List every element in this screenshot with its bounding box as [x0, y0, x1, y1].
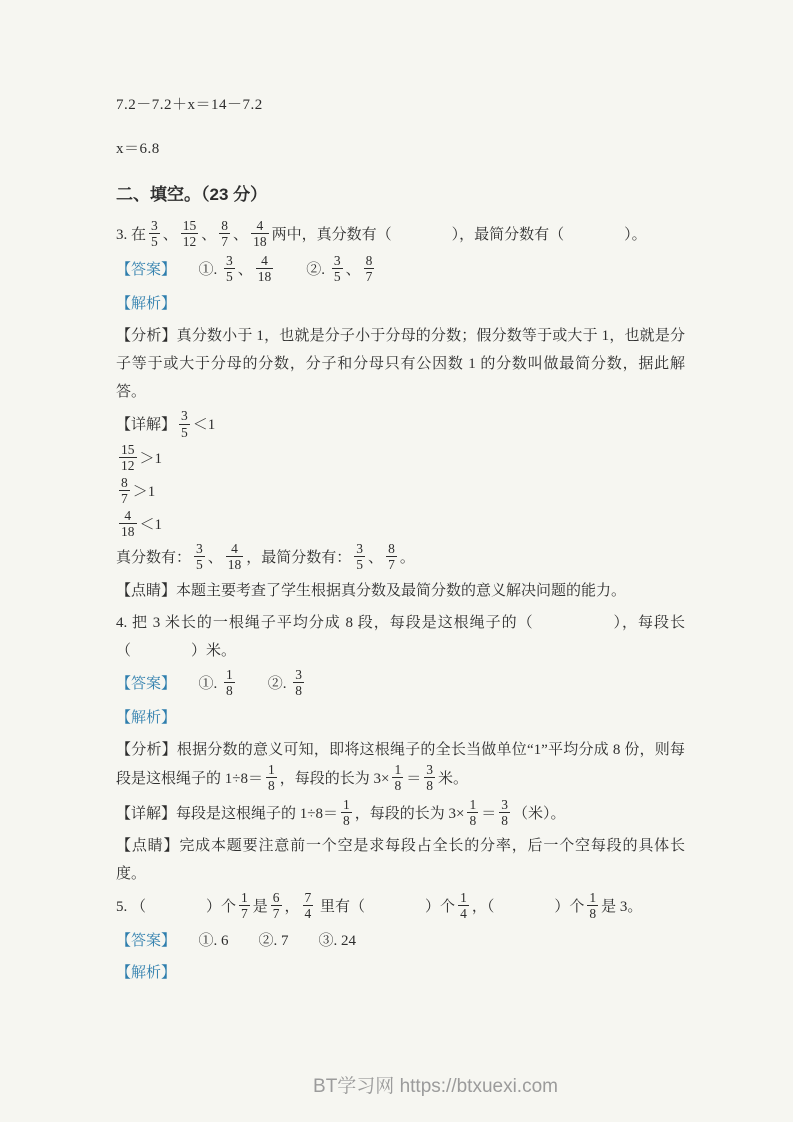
fraction-denominator: 5	[196, 557, 203, 573]
question-4-dianjing	[116, 832, 685, 888]
fraction-denominator: 8	[226, 682, 233, 698]
fraction-numerator: 8	[121, 474, 128, 490]
fraction-denominator: 7	[221, 234, 229, 250]
fraction-numerator: 8	[388, 541, 395, 557]
text-run: ①.	[168, 675, 222, 692]
fraction-denominator: 7	[241, 906, 248, 922]
text-run: ＞1	[132, 483, 156, 500]
fraction-numerator: 6	[272, 890, 280, 906]
fraction-numerator: 4	[261, 253, 268, 269]
text-run: 是	[252, 899, 268, 916]
section-label: 【答案】	[116, 933, 169, 950]
text-run: 【分析】根据分数的意义可知，即将这根绳子的全长当做单位“1”平均分成 8 份，则每段是这根绳子的 1÷8＝	[116, 741, 685, 787]
fraction-numerator: 1	[469, 796, 477, 812]
text-run: ，最简分数有：	[246, 550, 352, 567]
fraction	[293, 667, 304, 698]
text-run: 、	[368, 550, 384, 567]
fraction-denominator: 5	[151, 234, 158, 250]
fraction-numerator: 3	[333, 253, 341, 269]
fraction-numerator: 8	[221, 218, 229, 233]
question-3-answer	[116, 255, 685, 286]
fraction-numerator: 1	[267, 761, 275, 777]
text-run: 、	[162, 227, 178, 244]
text-run: 3. 在	[116, 227, 147, 244]
fraction-denominator: 5	[226, 269, 233, 285]
question-3-step-2	[116, 441, 685, 475]
fraction	[386, 541, 397, 572]
fraction	[226, 541, 244, 572]
fraction-numerator: 8	[365, 253, 373, 269]
fraction-numerator: 1	[342, 796, 350, 812]
section-label: 【答案】	[116, 675, 169, 692]
fraction-denominator: 8	[267, 777, 275, 793]
fraction-denominator: 8	[394, 777, 402, 793]
fraction-numerator: 3	[226, 253, 233, 269]
text-run: （米）。	[512, 806, 566, 823]
fraction	[149, 218, 160, 249]
fraction-numerator: 1	[241, 890, 248, 906]
fraction-numerator: 1	[460, 890, 467, 906]
text-run: ＜1	[192, 417, 216, 434]
text-run: 【详解】	[116, 417, 177, 434]
question-5-answer	[116, 927, 685, 955]
fraction-denominator: 8	[295, 682, 303, 698]
text-run: 【点睛】完成本题要注意前一个空是求每段占全长的分率，后一个空每段的具体长度。	[116, 838, 685, 883]
fraction	[256, 253, 274, 284]
text-run: ＝	[481, 806, 497, 823]
text-run: 【点睛】本题主要考查了学生根据真分数及最简分数的意义解决问题的能力。	[116, 582, 627, 599]
text-run: ，（ ）个	[471, 899, 585, 916]
fraction	[224, 253, 235, 284]
question-4-fenxi	[116, 736, 685, 795]
fraction	[332, 253, 343, 284]
fraction	[119, 508, 137, 539]
text-run: 【详解】每段是这根绳子的 1÷8＝	[116, 806, 338, 823]
text-run: 、	[207, 550, 223, 567]
text-run: ，每段的长为 3×	[354, 806, 465, 823]
fraction	[587, 890, 598, 921]
fraction	[458, 890, 469, 921]
section-label: 【解析】	[116, 709, 177, 726]
text-run: 、	[237, 262, 253, 279]
text-run: 7.2－7.2＋x＝14－7.2	[116, 97, 263, 113]
fraction-denominator: 7	[388, 557, 395, 573]
text-run: ①.	[168, 262, 222, 279]
text-run: 是 3。	[601, 899, 643, 916]
fraction-numerator: 7	[304, 890, 312, 906]
question-4	[116, 609, 685, 665]
text-run: 。	[399, 550, 415, 567]
fraction	[251, 218, 269, 249]
fraction-denominator: 5	[356, 557, 364, 573]
fraction	[219, 218, 230, 249]
fraction-numerator: 3	[196, 541, 203, 557]
fraction-denominator: 8	[426, 777, 433, 793]
fraction-denominator: 4	[460, 906, 467, 922]
fraction-numerator: 3	[181, 408, 188, 424]
fraction-denominator: 7	[121, 490, 128, 506]
text-run: 米。	[437, 770, 468, 787]
text-run: ＞1	[139, 450, 163, 467]
fraction	[424, 762, 435, 793]
text-run: ＜1	[139, 517, 163, 534]
fraction-denominator: 12	[121, 457, 135, 473]
fraction-denominator: 5	[181, 424, 188, 440]
fraction-denominator: 18	[257, 269, 272, 285]
fraction	[364, 253, 375, 284]
text-run: 4. 把 3 米长的一根绳子平均分成 8 段，每段是这根绳子的（ ），每段长（ ）米。	[116, 614, 685, 659]
question-3	[116, 220, 685, 251]
question-4-jiexi	[116, 704, 685, 732]
fraction-denominator: 18	[253, 234, 267, 250]
text-run: 、	[233, 227, 249, 244]
fraction-numerator: 15	[121, 441, 135, 457]
fraction-denominator: 18	[121, 524, 135, 540]
question-4-answer	[116, 666, 685, 700]
fraction-denominator: 7	[365, 269, 373, 285]
fraction	[354, 541, 365, 572]
fraction-denominator: 8	[501, 813, 508, 829]
footer-site-credit: BT学习网 https://btxuexi.com	[313, 1076, 558, 1097]
text-run: 真分数有：	[116, 550, 192, 567]
section-label: 【解析】	[116, 965, 177, 982]
text-run: ，每段的长为 3×	[279, 770, 390, 787]
section-heading	[116, 183, 685, 206]
text-run: 、	[345, 262, 361, 279]
fraction-denominator: 18	[227, 557, 242, 573]
text-run: ②.	[237, 675, 291, 692]
fraction-denominator: 8	[469, 813, 477, 829]
text-run: 5. （ ）个	[116, 899, 237, 916]
fraction-numerator: 3	[501, 796, 508, 812]
fraction	[224, 667, 235, 698]
fraction-numerator: 3	[356, 541, 364, 557]
fraction-numerator: 1	[589, 890, 597, 906]
fraction-denominator: 7	[272, 906, 280, 922]
text-run: ①. 6 ②. 7 ③. 24	[168, 933, 357, 950]
text-run: ②.	[276, 262, 329, 279]
fraction	[266, 762, 277, 793]
fraction-denominator: 8	[342, 813, 350, 829]
fraction-numerator: 1	[226, 666, 233, 682]
question-3-jiexi	[116, 290, 685, 318]
fraction-denominator: 8	[589, 906, 597, 922]
fraction	[303, 890, 314, 921]
text-run: 里有（ ）个	[316, 899, 456, 916]
text-run: 二、填空。（23 分）	[116, 185, 268, 204]
text-run: ，	[284, 899, 300, 916]
fraction	[341, 797, 352, 828]
fraction	[119, 442, 137, 473]
fraction-numerator: 3	[426, 761, 433, 777]
fraction	[119, 475, 130, 506]
text-run: 两中，真分数有（ ），最简分数有（ ）。	[271, 227, 647, 244]
fraction-denominator: 5	[333, 269, 341, 285]
question-5-jiexi	[116, 959, 685, 987]
fraction-numerator: 15	[182, 218, 197, 233]
equation-line-1	[116, 95, 685, 116]
fraction-numerator: 4	[124, 508, 132, 524]
fraction	[271, 890, 282, 921]
fraction	[467, 797, 478, 828]
fraction-numerator: 1	[394, 761, 402, 777]
question-3-step-3	[116, 474, 685, 508]
fraction-numerator: 3	[151, 218, 158, 233]
fraction	[392, 762, 403, 793]
fraction	[239, 890, 250, 921]
question-3-xiangjie	[116, 410, 685, 441]
text-run: x＝6.8	[116, 141, 160, 157]
section-label: 【答案】	[116, 262, 169, 279]
fraction	[181, 218, 199, 249]
fraction	[499, 797, 510, 828]
text-run: ＝	[406, 770, 422, 787]
question-3-conclusion	[116, 543, 685, 574]
question-3-dianjing	[116, 577, 685, 605]
fraction-denominator: 4	[304, 906, 312, 922]
fraction-denominator: 12	[182, 234, 197, 250]
section-label: 【解析】	[116, 296, 177, 313]
fraction-numerator: 4	[231, 541, 238, 557]
question-3-fenxi	[116, 322, 685, 406]
fraction	[179, 408, 190, 439]
fraction-numerator: 3	[295, 666, 303, 682]
fraction	[194, 541, 205, 572]
text-run: 【分析】真分数小于 1，也就是分子小于分母的分数；假分数等于或大于 1，也就是分子等于或大于分母的分数，分子和分母只有公因数 1 的分数叫做最简分数，据此解答。	[116, 328, 685, 401]
question-4-xiangjie	[116, 796, 685, 830]
question-5	[116, 892, 685, 923]
question-3-step-4	[116, 510, 685, 541]
equation-line-2	[116, 139, 685, 160]
fraction-numerator: 4	[256, 218, 264, 233]
text-run: 、	[201, 227, 217, 244]
